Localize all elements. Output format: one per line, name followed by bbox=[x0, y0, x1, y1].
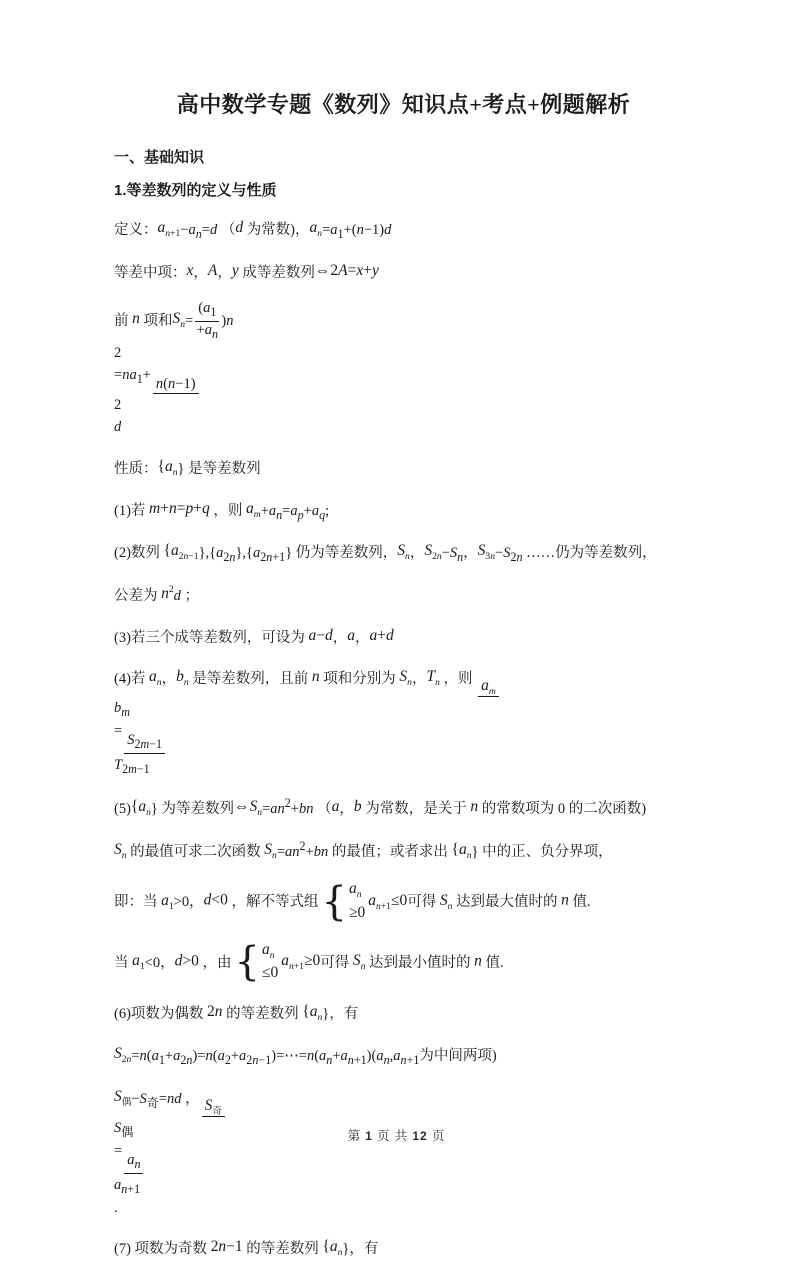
section-heading: 一、基础知识 bbox=[114, 149, 205, 166]
content-line-definition: 定义：$a_{n+1}-a_n=d$ （d 为常数)，$a_n=a_1+(n-1)d$ bbox=[114, 219, 392, 241]
content-line-max-case: 即：当 $a_1>0$，d<0 ，解不等式组 { $a_n$ ≥0 $a_{n+1}\le 0$可得 $S_n$ 达到最大值时的 n 值. bbox=[114, 878, 591, 925]
content-line-property-2b: 公差为 $n^2d$ ； bbox=[114, 584, 200, 605]
page-number: 1 bbox=[365, 1129, 373, 1143]
content-line-property-2: (2)数列 $\{a_{2n-1}\},\{a_{2n}\},\{a_{2n+1}\}$ 仍为等差数列，$S_n$，$S_{2n}-S_n$，$S_{3n}-S_{2n}$ ……仍为等差数列， bbox=[114, 542, 657, 565]
content-line-property-6: (6)项数为偶数 2n 的等差数列 $\{a_n\}$，有 bbox=[114, 1003, 359, 1024]
subsection-heading: 1.等差数列的定义与性质 bbox=[114, 182, 277, 199]
content-line-min-case: 当 $a_1<0$，d>0 ，由 { $a_n$ ≤0 $a_{n+1}\ge 0$可得 $S_n$ 达到最小值时的 n 值. bbox=[114, 939, 504, 986]
document-page bbox=[0, 88, 793, 1259]
content-line-property-5: $(5)\{a_n\}$ 为等差数列$\Leftrightarrow S_n=an^2+bn$ （a，b 为常数，是关于 n 的常数项为 0 的二次函数) bbox=[114, 796, 647, 819]
page-footer bbox=[0, 1126, 793, 1144]
content-line-sum-formula: 前 n 项和$S_n=$ ($a_1$ $+a_n)n$ 2 $=na_1+$ n(n−1) 2 d bbox=[114, 300, 234, 436]
document-title: 高中数学专题《数列》知识点+考点+例题解析 bbox=[176, 92, 631, 117]
footer-label-before: 第 bbox=[347, 1129, 366, 1143]
content-line-arith-mean: 等差中项：x，A，y 成等差数列⇔2A=x+y bbox=[114, 261, 379, 281]
footer-label-mid: 页 共 bbox=[372, 1129, 413, 1143]
content-line-property-5b: $S_n$ 的最值可求二次函数 $S_n=an^2+bn$ 的最值；或者求出 $\{a_n\}$ 中的正、负分界项， bbox=[114, 838, 613, 861]
content-line-property-3: (3)若三个成等差数列，可设为 a−d，a，a+d bbox=[114, 626, 394, 646]
content-line-property-7: (7) 项数为奇数 2n−1 的等差数列 $\{a_n\}$，有 bbox=[114, 1238, 379, 1259]
total-pages: 12 bbox=[412, 1129, 428, 1143]
document-content bbox=[0, 88, 793, 1261]
content-line-properties: 性质：$\{a_n\}$ 是等差数列 bbox=[114, 457, 261, 479]
content-line-property-6c: $S_偶-S_奇=nd$ ， $S_奇$ $S_偶$ = $a_n$ $a_{n+1}$ . bbox=[114, 1085, 693, 1219]
content-line-property-6b: $S_{2n}=n(a_1+a_{2n})=n(a_2+a_{2n-1})=\cdots=n(a_n+a_{n+1})(a_n,a_{n+1}$为中间两项) bbox=[114, 1045, 497, 1067]
content-line-property-1: (1)若 m+n=p+q ，则 $a_m+a_n=a_p+a_q$; bbox=[114, 499, 330, 522]
content-line-property-4: (4)若 $a_n$，$b_n$ 是等差数列，且前 n 项和分别为 $S_n$，$T_n$ ，则 $a_m$ $b_m$ = $S_{2m-1}$ $T_{2m-1}$ bbox=[114, 665, 693, 778]
footer-label-after: 页 bbox=[427, 1129, 446, 1143]
